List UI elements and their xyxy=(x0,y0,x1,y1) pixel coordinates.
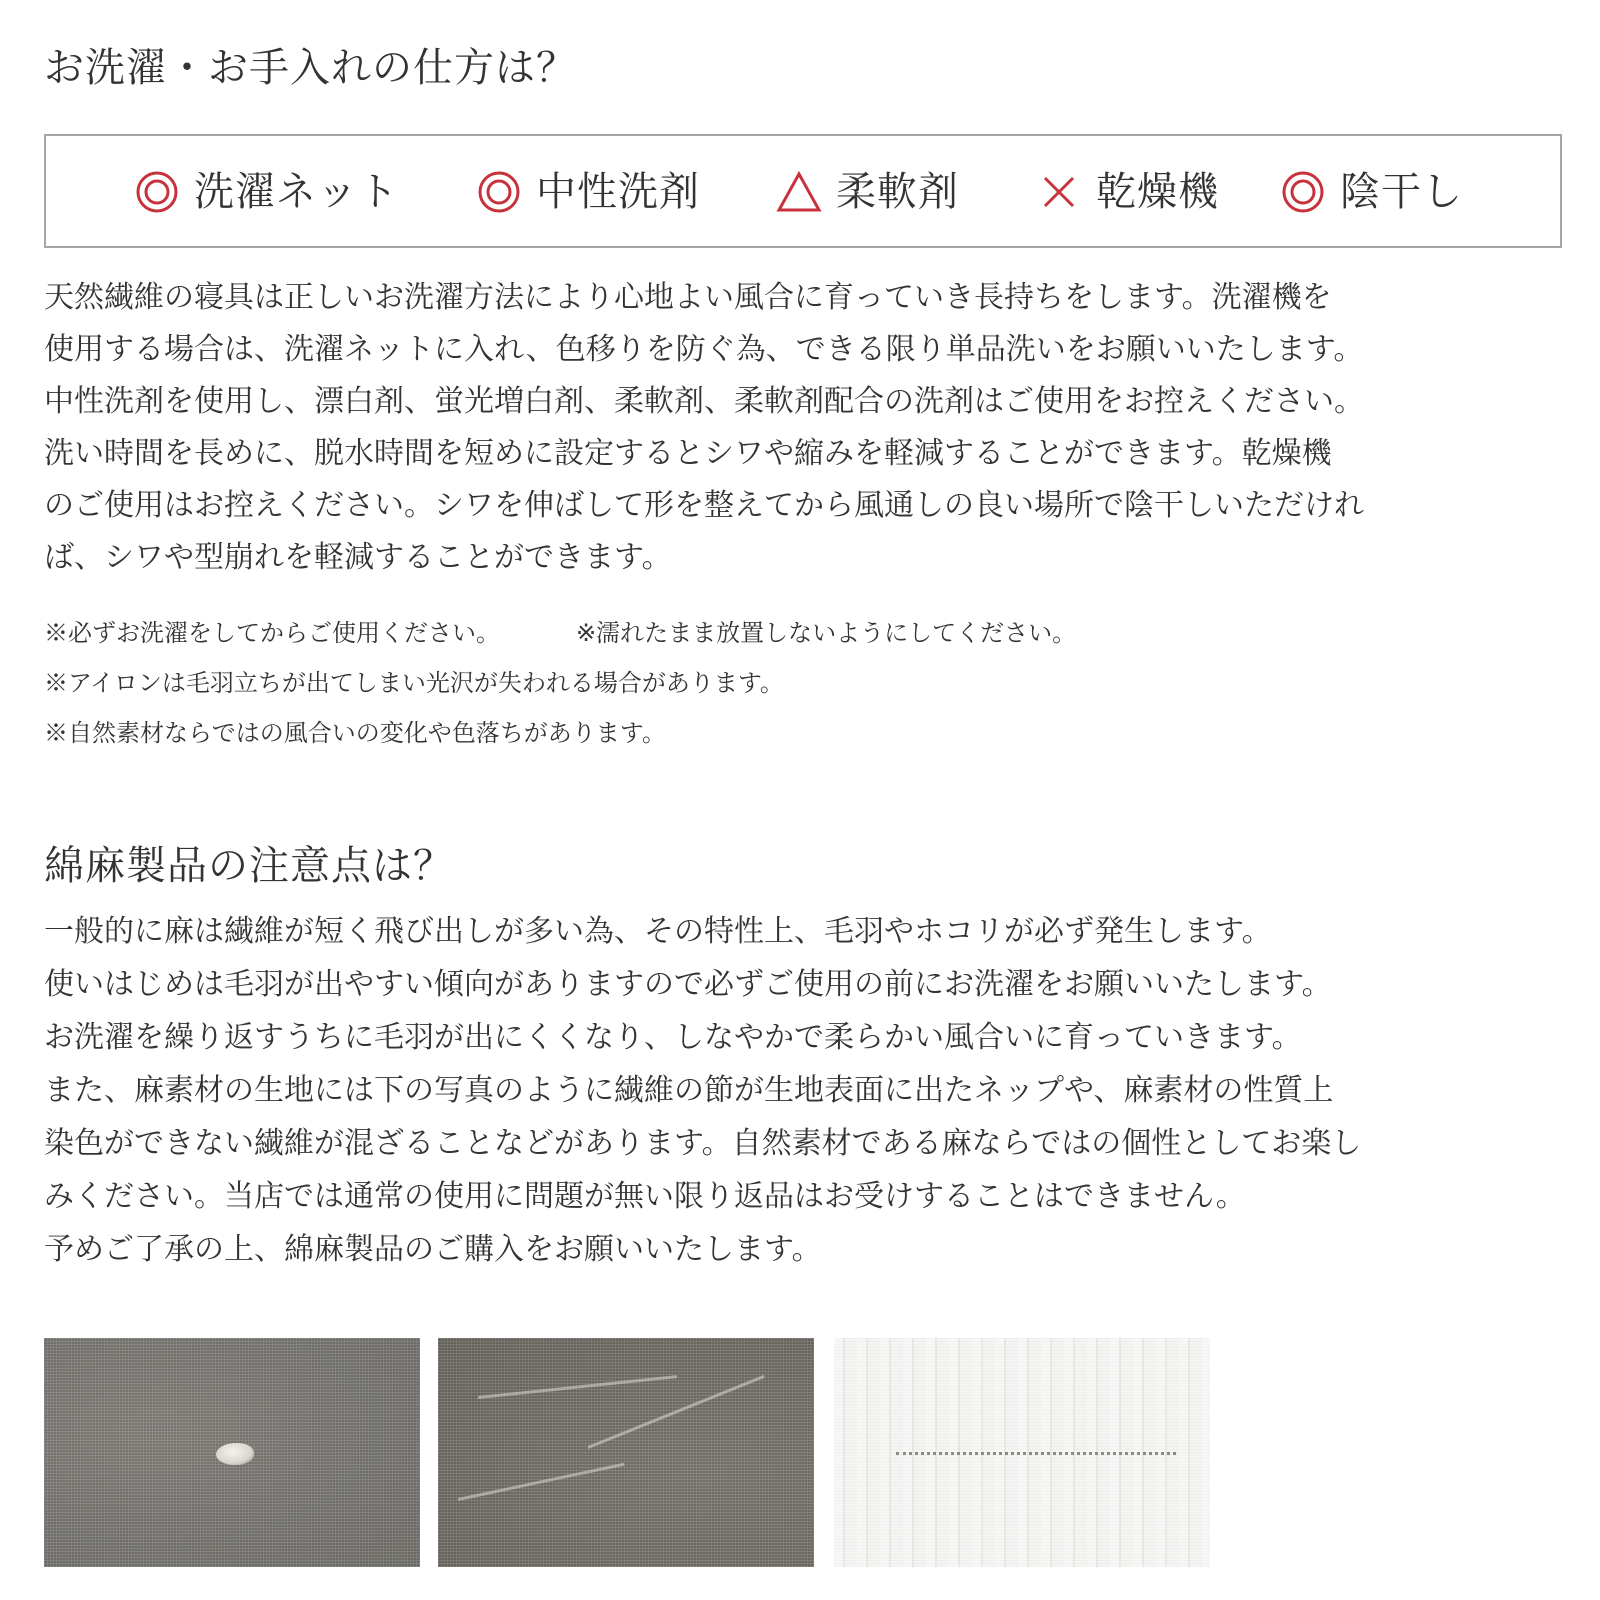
note-ironing: ※アイロンは毛羽立ちが出てしまい光沢が失われる場合があります。 xyxy=(44,669,784,697)
undyed-fiber-line xyxy=(896,1452,1176,1455)
triangle-icon xyxy=(776,169,822,215)
paragraph-line: 予めご了承の上、綿麻製品のご購入をお願いいたします。 xyxy=(44,1232,822,1267)
legend-item-dryer xyxy=(1036,168,1219,216)
note-natural-material: ※自然素材ならではの風合いの変化や色落ちがあります。 xyxy=(44,719,666,747)
linen-notes-paragraph xyxy=(44,905,1584,1276)
linen-notes-section-title: 綿麻製品の注意点は？ xyxy=(44,843,454,889)
note-line xyxy=(44,608,1544,658)
slub-strand xyxy=(478,1375,677,1399)
legend-label: 柔軟剤 xyxy=(836,169,959,215)
note-wash-before-use: ※必ずお洗濯をしてからご使用ください。 xyxy=(44,619,500,647)
fabric-photo-slub xyxy=(438,1338,814,1567)
nep-highlight xyxy=(216,1443,254,1465)
care-notes xyxy=(44,608,1544,758)
paragraph-line: 染色ができない繊維が混ざることなどがあります。自然素材である麻ならではの個性としてお楽し xyxy=(44,1126,1362,1161)
double-circle-icon xyxy=(476,169,522,215)
legend-item-laundry-net xyxy=(134,168,399,216)
legend-item-shade-dry xyxy=(1280,168,1463,216)
paragraph-line: のご使用はお控えください。シワを伸ばして形を整えてから風通しの良い場所で陰干しいただけれ xyxy=(44,488,1364,523)
paragraph-line: 使いはじめは毛羽が出やすい傾向がありますので必ずご使用の前にお洗濯をお願いいたします。 xyxy=(44,967,1332,1002)
slub-strand xyxy=(587,1375,764,1449)
paragraph-line: お洗濯を繰り返すうちに毛羽が出にくくなり、しなやかで柔らかい風合いに育っていきます。 xyxy=(44,1020,1302,1055)
double-circle-icon xyxy=(1280,169,1326,215)
care-symbol-legend xyxy=(44,134,1562,248)
double-circle-icon xyxy=(134,169,180,215)
care-section-title: お洗濯・お手入れの仕方は？ xyxy=(44,45,577,91)
legend-item-softener xyxy=(776,168,959,216)
note-do-not-leave-wet: ※濡れたまま放置しないようにしてください。 xyxy=(576,619,1077,647)
legend-label: 乾燥機 xyxy=(1096,169,1219,215)
paragraph-line: ば、シワや型崩れを軽減することができます。 xyxy=(44,540,672,575)
slub-strand xyxy=(458,1463,625,1501)
legend-label: 洗濯ネット xyxy=(194,169,399,215)
fabric-photo-nep xyxy=(44,1338,420,1567)
paragraph-line: 中性洗剤を使用し、漂白剤、蛍光増白剤、柔軟剤、柔軟剤配合の洗剤はご使用をお控えください。 xyxy=(44,384,1364,419)
legend-label: 陰干し xyxy=(1340,169,1463,215)
legend-item-neutral-detergent xyxy=(476,168,700,216)
fabric-photo-undyed-fiber xyxy=(834,1338,1210,1567)
paragraph-line: また、麻素材の生地には下の写真のように繊維の節が生地表面に出たネップや、麻素材の性質上 xyxy=(44,1073,1334,1108)
cross-icon xyxy=(1036,169,1082,215)
paragraph-line: 天然繊維の寝具は正しいお洗濯方法により心地よい風合に育っていき長持ちをします。洗濯機を xyxy=(44,280,1332,315)
paragraph-line: 一般的に麻は繊維が短く飛び出しが多い為、その特性上、毛羽やホコリが必ず発生します。 xyxy=(44,914,1272,949)
care-instructions-paragraph xyxy=(44,272,1584,584)
paragraph-line: みください。当店では通常の使用に問題が無い限り返品はお受けすることはできません。 xyxy=(44,1179,1246,1214)
paragraph-line: 洗い時間を長めに、脱水時間を短めに設定するとシワや縮みを軽減することができます。乾燥機 xyxy=(44,436,1332,471)
paragraph-line: 使用する場合は、洗濯ネットに入れ、色移りを防ぐ為、できる限り単品洗いをお願いいたします。 xyxy=(44,332,1364,367)
legend-label: 中性洗剤 xyxy=(536,169,700,215)
